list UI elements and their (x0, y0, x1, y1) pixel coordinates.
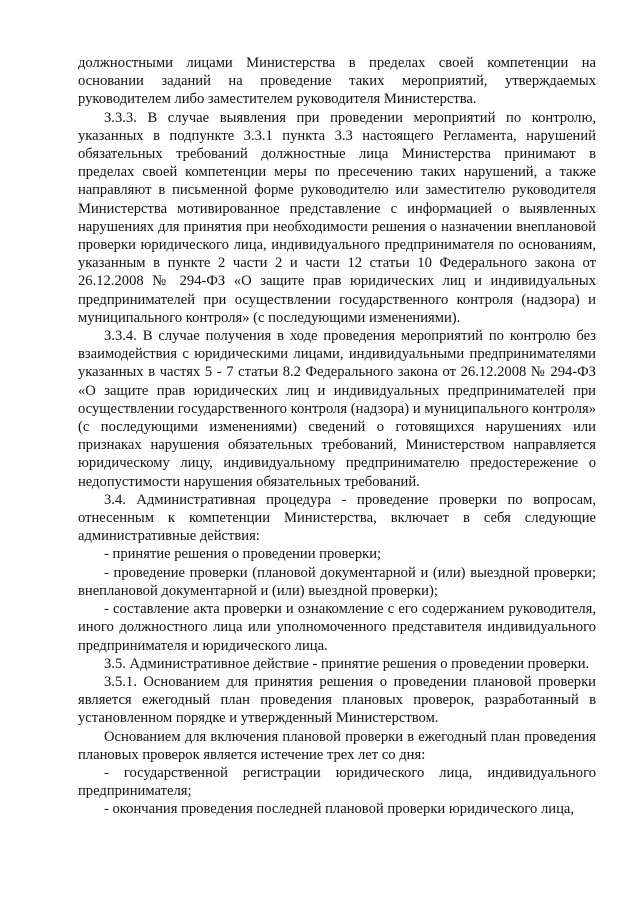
paragraph: 3.4. Административная процедура - проведение проверки по вопросам, отнесенным к компетенции Министерства, включает в себя следующие административные действия: (78, 491, 596, 545)
paragraph: 3.3.4. В случае получения в ходе проведения мероприятий по контролю без взаимодействия с юридическими лицами, индивидуальными предпринимателями указанных в частях 5 - 7 статьи 8.2 Федерального закона от 26.12.2008 № 294-ФЗ «О защите прав юридических лиц и индивидуальных предпринимателей при осуществлении государственного контроля (надзора) и муниципального контроля» (с последующими изменениями) сведений о готовящихся нарушениях или признаках нарушения обязательных требований, Министерством направляется юридическому лицу, индивидуальному предпринимателю предостережение о недопустимости нарушения обязательных требований. (78, 328, 596, 490)
paragraph: - принятие решения о проведении проверки; (104, 546, 382, 563)
paragraph: 3.5.1. Основанием для принятия решения о проведении плановой проверки является ежегодный план проведения плановых проверок, разработанный в установленном порядке и утвержденный Министерством. (78, 673, 596, 727)
paragraph: 3.3.3. В случае выявления при проведении мероприятий по контролю, указанных в подпункте 3.3.1 пункта 3.3 настоящего Регламента, нарушений обязательных требований должностные лица Министерства принимают в пределах своей компетенции меры по пресечению таких нарушений, а также направляют в письменной форме руководителю или заместителю руководителя Министерства мотивированное представление с информацией о выявленных нарушениях для принятия при необходимости решения о назначении внеплановой проверки юридического лица, индивидуального предпринимателя по основаниям, указанным в пункте 2 части 2 и части 12 статьи 10 Федерального закона от 26.12.2008 № 294-ФЗ «О защите прав юридических лиц и индивидуальных предпринимателей при осуществлении государственного контроля (надзора) и муниципального контроля» (с последующими изменениями). (78, 109, 596, 326)
paragraph: должностными лицами Министерства в пределах своей компетенции на основании заданий на проведение таких мероприятий, утверждаемых руководителем либо заместителем руководителя Министерства. (78, 55, 596, 108)
paragraph: - государственной регистрации юридического лица, индивидуального предпринимателя; (78, 764, 596, 800)
paragraph: - составление акта проверки и ознакомление с его содержанием руководителя, иного должностного лица или уполномоченного представителя индивидуального предпринимателя и юридического лица. (78, 601, 596, 654)
paragraph: - проведение проверки (плановой документарной и (или) выездной проверки; внеплановой документарной и (или) выездной проверки); (78, 564, 596, 599)
document-body (78, 54, 596, 819)
paragraph: - окончания проведения последней плановой проверки юридического лица, (104, 801, 575, 818)
paragraph: Основанием для включения плановой проверки в ежегодный план проведения плановых проверок является истечение трех лет со дня: (78, 728, 596, 763)
paragraph: 3.5. Административное действие - принятие решения о проведении проверки. (104, 655, 590, 672)
